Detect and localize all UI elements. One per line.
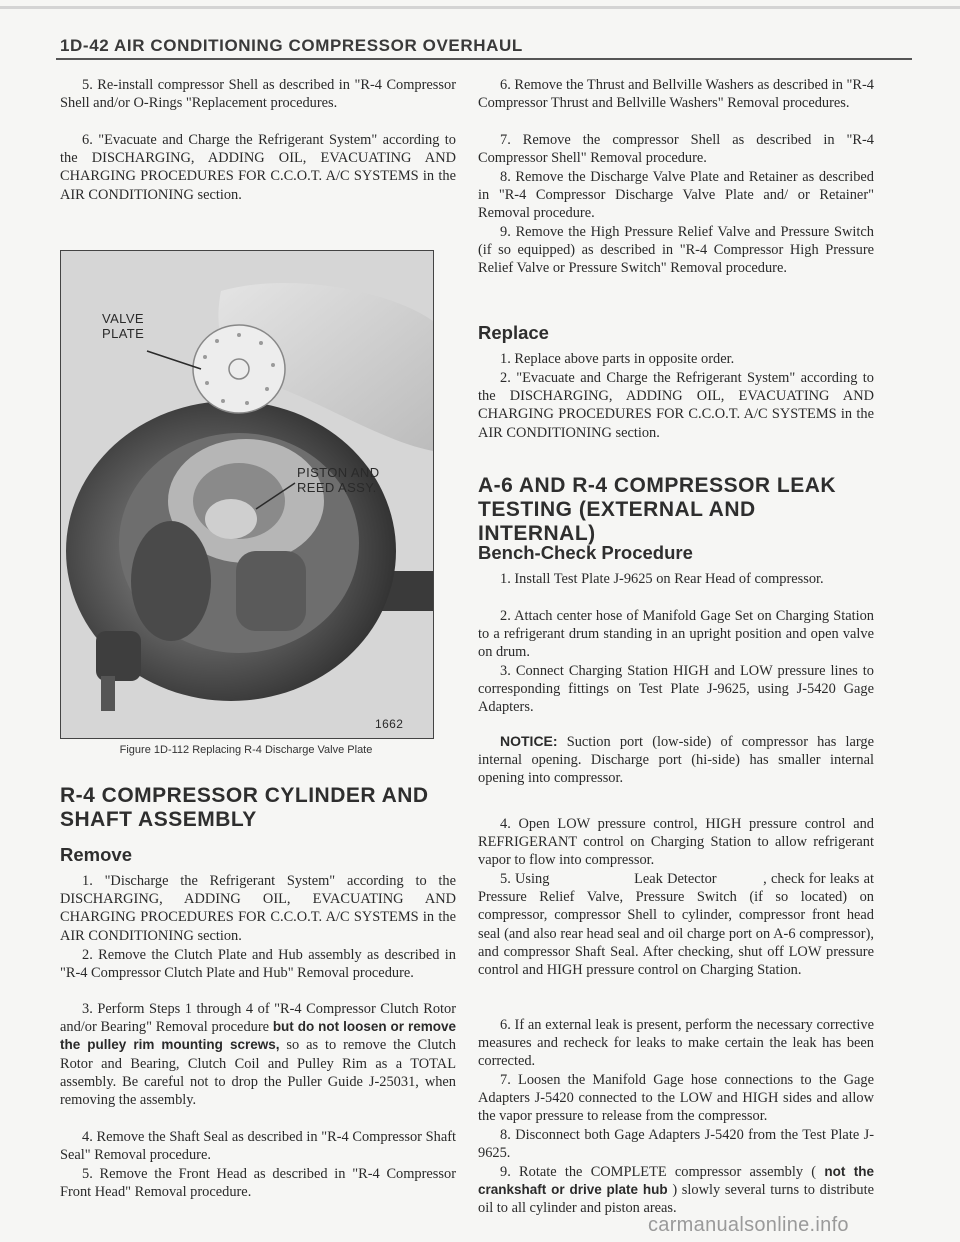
paragraph: 6. "Evacuate and Charge the Refrigerant System" according to the DISCHARGING, ADDING OIL, EVACUATING AND CHARGING PROCEDURES FOR C.C.O.T. A/C SYSTEMS in the AIR CONDITIONING section. bbox=[60, 132, 456, 203]
subsection-title-bench-check: Bench-Check Procedure bbox=[478, 542, 693, 563]
paragraph: 1. Install Test Plate J-9625 on Rear Head of compressor. bbox=[500, 571, 824, 587]
paragraph: 8. Disconnect both Gage Adapters J-5420 from the Test Plate J-9625. bbox=[478, 1127, 874, 1162]
section-title-cylinder: R-4 COMPRESSOR CYLINDER AND SHAFT ASSEMBLY bbox=[60, 784, 429, 831]
figure-valve-plate bbox=[60, 250, 434, 739]
step-text: so as to remove the Clutch Rotor and Bearing, Clutch Coil and Pulley Rim as a TOTAL assembly. Be careful not to drop the Puller Guide J-25031, when removing the assembly. bbox=[60, 1037, 457, 1109]
paragraph: 7. Remove the compressor Shell as described in "R-4 Compressor Shell" Removal procedure. bbox=[478, 132, 874, 167]
paragraph: 7. Loosen the Manifold Gage hose connections to the Gage Adapters J-5420 connected to the LOW and HIGH sides and allow the vapor pressure to release from the compressor. bbox=[478, 1072, 874, 1125]
paragraph: 4. Remove the Shaft Seal as described in "R-4 Compressor Shaft Seal" Removal procedure. bbox=[60, 1129, 456, 1164]
header-rule bbox=[56, 58, 912, 60]
top-border bbox=[0, 6, 960, 9]
notice-paragraph bbox=[478, 732, 874, 788]
section-title-leak-testing: A-6 AND R-4 COMPRESSOR LEAK TESTING (EXTERNAL AND INTERNAL) bbox=[478, 474, 837, 545]
page-header: 1D-42 AIR CONDITIONING COMPRESSOR OVERHAUL bbox=[60, 36, 523, 55]
paragraph: 2. "Evacuate and Charge the Refrigerant System" according to the DISCHARGING, ADDING OIL, EVACUATING AND CHARGING PROCEDURES FOR C.C.O.T. A/C SYSTEMS in the AIR CONDITIONING section. bbox=[478, 370, 874, 441]
paragraph bbox=[60, 1000, 456, 1109]
step-emphasis: not the crankshaft or drive plate hub bbox=[478, 1164, 874, 1198]
figure-caption: Figure 1D-112 Replacing R-4 Discharge Valve Plate bbox=[119, 744, 373, 756]
paragraph: 2. Attach center hose of Manifold Gage Set on Charging Station to a refrigerant drum standing in an upright position and open valve on drum. bbox=[478, 608, 874, 661]
step-text: 9. Rotate the COMPLETE compressor assembly ( bbox=[500, 1164, 825, 1180]
paragraph: 6. Remove the Thrust and Bellville Washers as described in "R-4 Compressor Thrust and Bellville Washers" Removal procedures. bbox=[478, 77, 874, 112]
paragraph: 2. Remove the Clutch Plate and Hub assembly as described in "R-4 Compressor Clutch Plate and Hub" Removal procedure. bbox=[60, 947, 456, 982]
subsection-title-replace: Replace bbox=[478, 322, 549, 343]
figure-label-piston: PISTON AND REED ASSY. bbox=[297, 465, 380, 495]
paragraph bbox=[478, 1163, 874, 1218]
notice-text: Suction port (low-side) of compressor has large internal opening. Discharge port (hi-side) has smaller internal opening into compressor. bbox=[478, 734, 874, 787]
subsection-title-remove: Remove bbox=[60, 844, 132, 865]
paragraph: 1. Replace above parts in opposite order. bbox=[500, 351, 735, 367]
paragraph: 3. Connect Charging Station HIGH and LOW pressure lines to corresponding fittings on Test Plate J-9625, using J-5420 Gage Adapters. bbox=[478, 663, 874, 716]
paragraph: 6. If an external leak is present, perform the necessary corrective measures and recheck for leaks to make certain the leak has been corrected. bbox=[478, 1017, 874, 1070]
paragraph: 5. Remove the Front Head as described in "R-4 Compressor Front Head" Removal procedure. bbox=[60, 1166, 456, 1201]
figure-label-valve-plate: VALVE PLATE bbox=[102, 311, 145, 341]
paragraph: 8. Remove the Discharge Valve Plate and Retainer as described in "R-4 Compressor Discharge Valve Plate and/ or Retainer" Removal procedure. bbox=[478, 169, 874, 222]
paragraph: 5. Re-install compressor Shell as described in "R-4 Compressor Shell and/or O-Rings "Replacement procedures. bbox=[60, 77, 456, 112]
paragraph: 4. Open LOW pressure control, HIGH pressure control and REFRIGERANT control on Charging Station to allow refrigerant vapor to flow into compressor. bbox=[478, 816, 874, 869]
watermark: carmanualsonline.info bbox=[648, 1214, 849, 1236]
step-emphasis: but do not loosen or remove the pulley rim mounting screws, bbox=[60, 1019, 456, 1053]
paragraph: 9. Remove the High Pressure Relief Valve and Pressure Switch (if so equipped) as described in "R-4 Compressor High Pressure Relief Valve or Pressure Switch" Removal procedure. bbox=[478, 224, 874, 277]
paragraph: 5. Using Leak Detector , check for leaks at Pressure Relief Valve, Pressure Switch (if so located) on compressor, compressor Shell to cylinder, compressor front head seal (and also rear head seal and oil charge port on A-6 compressor), and compressor Shaft Seal. After checking, shut off LOW pressure control and HIGH pressure control on Charging Station. bbox=[478, 871, 878, 979]
notice-label: NOTICE: bbox=[500, 733, 558, 749]
step-text: 3. Perform Steps 1 through 4 of "R-4 Compressor Clutch Rotor and/or Bearing" Removal procedure bbox=[60, 1001, 456, 1036]
figure-number: 1662 bbox=[375, 717, 404, 731]
paragraph: 1. "Discharge the Refrigerant System" according to the DISCHARGING, ADDING OIL, EVACUATING AND CHARGING PROCEDURES FOR C.C.O.T. A/C SYSTEMS in the AIR CONDITIONING section. bbox=[60, 873, 456, 944]
step-text: ) slowly several turns to distribute oil to all cylinder and piston areas. bbox=[478, 1182, 874, 1217]
